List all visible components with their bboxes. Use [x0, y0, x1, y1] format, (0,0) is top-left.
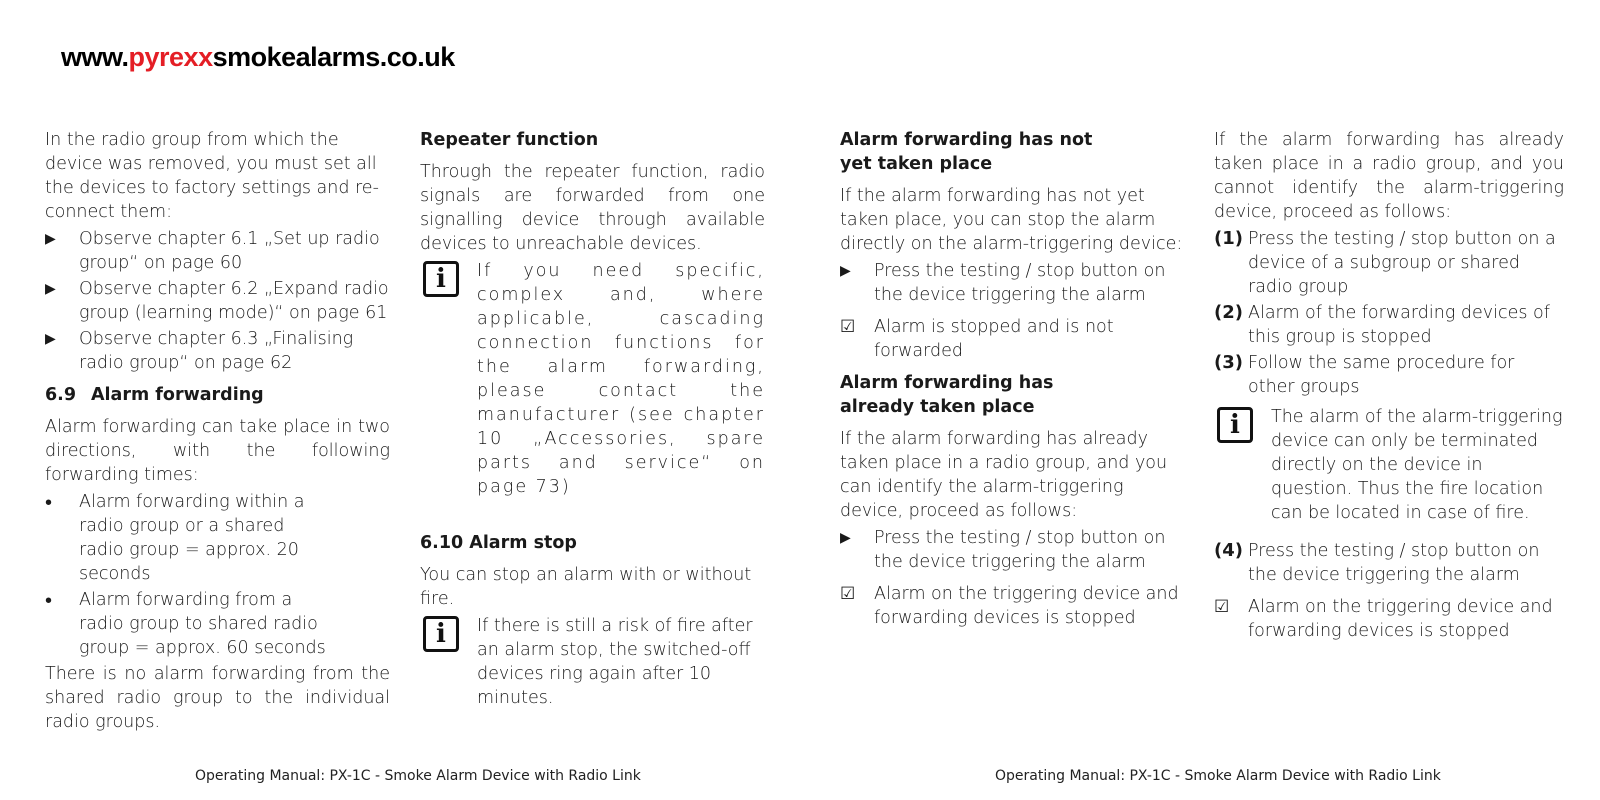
step-text: Press the testing / stop button on a device of a subgroup or shared radio group — [1248, 229, 1556, 297]
paragraph: In the radio group from which the device was removed, you must set all the devices to factory settings and re-connect them: — [45, 130, 379, 222]
info-icon: i — [423, 261, 459, 297]
list-item — [1214, 227, 1564, 299]
step-text: Press the testing / stop button on the device triggering the alarm — [874, 261, 1166, 305]
step-text: Press the testing / stop button on the device triggering the alarm — [1248, 541, 1540, 585]
list-item — [1214, 351, 1564, 399]
site-url — [61, 42, 455, 73]
arrow-icon: ▶ — [45, 231, 56, 247]
step-number: (1) — [1214, 228, 1243, 249]
section-heading: Alarm forwarding has already taken place — [840, 373, 1054, 417]
paragraph: If the alarm forwarding has already taken place in a radio group, and you can identify the alarm-triggering device, proceed as follows: — [840, 429, 1168, 521]
step-text: Follow the same procedure for other groups — [1248, 353, 1515, 397]
list-item — [45, 327, 390, 375]
column-4 — [1214, 128, 1564, 645]
section-heading: Repeater function — [420, 130, 599, 150]
checkbox-icon: ☑ — [1214, 597, 1230, 617]
list-item — [840, 315, 1185, 363]
section-heading: 6.10 Alarm stop — [420, 533, 577, 553]
column-3 — [840, 128, 1185, 632]
info-text: If you need specific, complex and, where applicable, cascading connection functions for the alarm forwarding, please contact the manufacturer (see chapter 10 „Accessories, spare parts and service“ on page 73) — [477, 261, 765, 497]
list-item — [840, 582, 1185, 630]
list-item — [45, 227, 390, 275]
arrow-icon: ▶ — [840, 263, 851, 279]
step-text: Observe chapter 6.2 „Expand radio group (learning mode)“ on page 61 — [79, 279, 389, 323]
paragraph: Alarm forwarding can take place in two directions, with the following forwarding times: — [45, 417, 390, 485]
info-box — [420, 614, 765, 710]
section-number: 6.9 — [45, 385, 77, 405]
list-item — [840, 259, 1185, 307]
list-item — [45, 588, 390, 660]
paragraph: You can stop an alarm with or without fire. — [420, 565, 752, 609]
column-1 — [45, 128, 390, 737]
step-text: Observe chapter 6.3 „Finalising radio group“ on page 62 — [79, 329, 354, 373]
result-text: Alarm is stopped and is not forwarded — [874, 317, 1114, 361]
info-icon: i — [1217, 407, 1253, 443]
paragraph: If the alarm forwarding has already taken place in a radio group, and you cannot identify the alarm-triggering device, proceed as follows: — [1214, 130, 1564, 222]
list-item — [45, 490, 390, 586]
info-box — [420, 259, 765, 499]
section-title: Alarm forwarding — [91, 385, 264, 405]
step-text: Press the testing / stop button on the device triggering the alarm — [874, 528, 1166, 572]
bullet-icon: • — [45, 588, 53, 612]
info-text: The alarm of the alarm-triggering device can only be terminated directly on the device in question. Thus the fire location can be located in case of fire. — [1271, 407, 1563, 523]
site-url-brand: pyrexx — [128, 42, 213, 72]
checkbox-icon: ☑ — [840, 584, 856, 604]
list-item — [1214, 595, 1564, 643]
footer-left: Operating Manual: PX-1C - Smoke Alarm Device with Radio Link — [195, 768, 641, 784]
info-box — [1214, 405, 1564, 525]
footer-right: Operating Manual: PX-1C - Smoke Alarm Device with Radio Link — [995, 768, 1441, 784]
result-text: Alarm on the triggering device and forwarding devices is stopped — [1248, 597, 1553, 641]
paragraph: There is no alarm forwarding from the shared radio group to the individual radio groups. — [45, 664, 390, 732]
arrow-icon: ▶ — [45, 281, 56, 297]
bullet-icon: • — [45, 490, 53, 514]
info-text: If there is still a risk of fire after an alarm stop, the switched-off devices ring again after 10 minutes. — [477, 616, 753, 708]
section-heading — [45, 383, 390, 407]
step-number: (3) — [1214, 352, 1243, 373]
site-url-suffix: smokealarms.co.uk — [212, 42, 455, 72]
list-item — [840, 526, 1185, 574]
paragraph: If the alarm forwarding has not yet taken place, you can stop the alarm directly on the alarm-triggering device: — [840, 186, 1183, 254]
arrow-icon: ▶ — [840, 530, 851, 546]
paragraph: Through the repeater function, radio signals are forwarded from one signalling device through available devices to unreachable devices. — [420, 162, 765, 254]
site-url-prefix: www. — [61, 42, 129, 72]
bullet-text: Alarm forwarding within a radio group or a shared radio group = approx. 20 seconds — [79, 492, 305, 584]
result-text: Alarm on the triggering device and forwarding devices is stopped — [874, 584, 1179, 628]
step-number: (2) — [1214, 302, 1243, 323]
checkbox-icon: ☑ — [840, 317, 856, 337]
list-item — [45, 277, 390, 325]
list-item — [1214, 539, 1564, 587]
section-heading: Alarm forwarding has not yet taken place — [840, 130, 1093, 174]
list-item — [1214, 301, 1564, 349]
info-icon: i — [423, 616, 459, 652]
step-text: Alarm of the forwarding devices of this group is stopped — [1248, 303, 1550, 347]
step-number: (4) — [1214, 540, 1243, 561]
step-text: Observe chapter 6.1 „Set up radio group“ on page 60 — [79, 229, 380, 273]
column-2 — [420, 128, 765, 716]
bullet-text: Alarm forwarding from a radio group to shared radio group = approx. 60 seconds — [79, 590, 326, 658]
arrow-icon: ▶ — [45, 331, 56, 347]
